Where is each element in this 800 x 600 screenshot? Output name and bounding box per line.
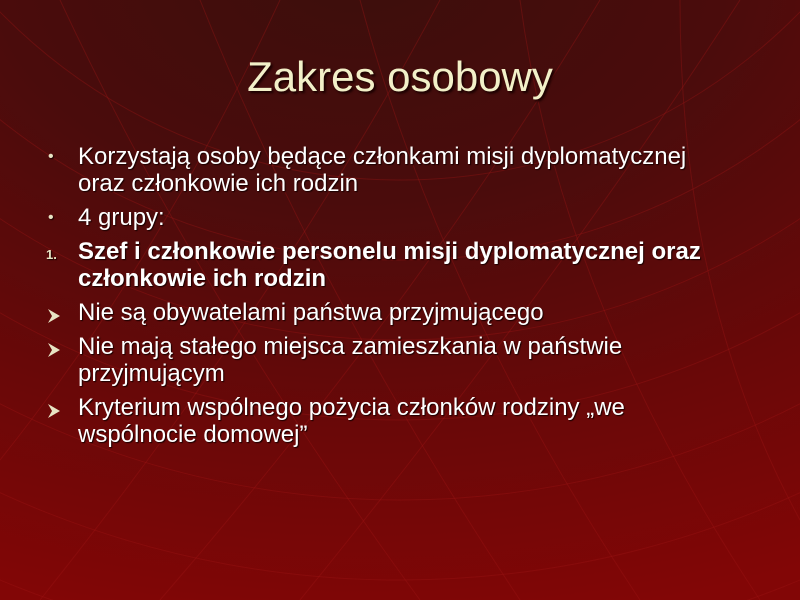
list-item [46,299,736,326]
list-item [46,333,736,387]
list-item-text: Kryterium wspólnego pożycia członków rodziny „we wspólnocie domowej” [78,394,625,448]
slide-title: Zakres osobowy [247,53,553,100]
list-item [46,394,736,448]
arrow-bullet-icon [47,398,75,425]
list-item [46,238,736,292]
list-item-text: Nie mają stałego miejsca zamieszkania w państwie przyjmującym [78,333,623,387]
list-item-text: 4 grupy: [78,204,165,231]
bullet-dot-icon: • [48,148,54,165]
list-item-text: Korzystają osoby będące członkami misji dyplomatycznej oraz członkowie ich rodzin [78,143,687,197]
bullet-dot-icon: • [48,209,54,226]
list-item-text: Szef i członkowie personelu misji dyplomatycznej oraz członkowie ich rodzin [78,238,701,292]
arrow-bullet-icon [47,303,75,330]
list-item-text: Nie są obywatelami państwa przyjmującego [78,299,544,326]
list-number: 1. [46,247,57,262]
arrow-bullet-icon [47,337,75,364]
list-item [46,143,736,197]
list-item [46,204,736,231]
bullet-list [46,143,736,455]
